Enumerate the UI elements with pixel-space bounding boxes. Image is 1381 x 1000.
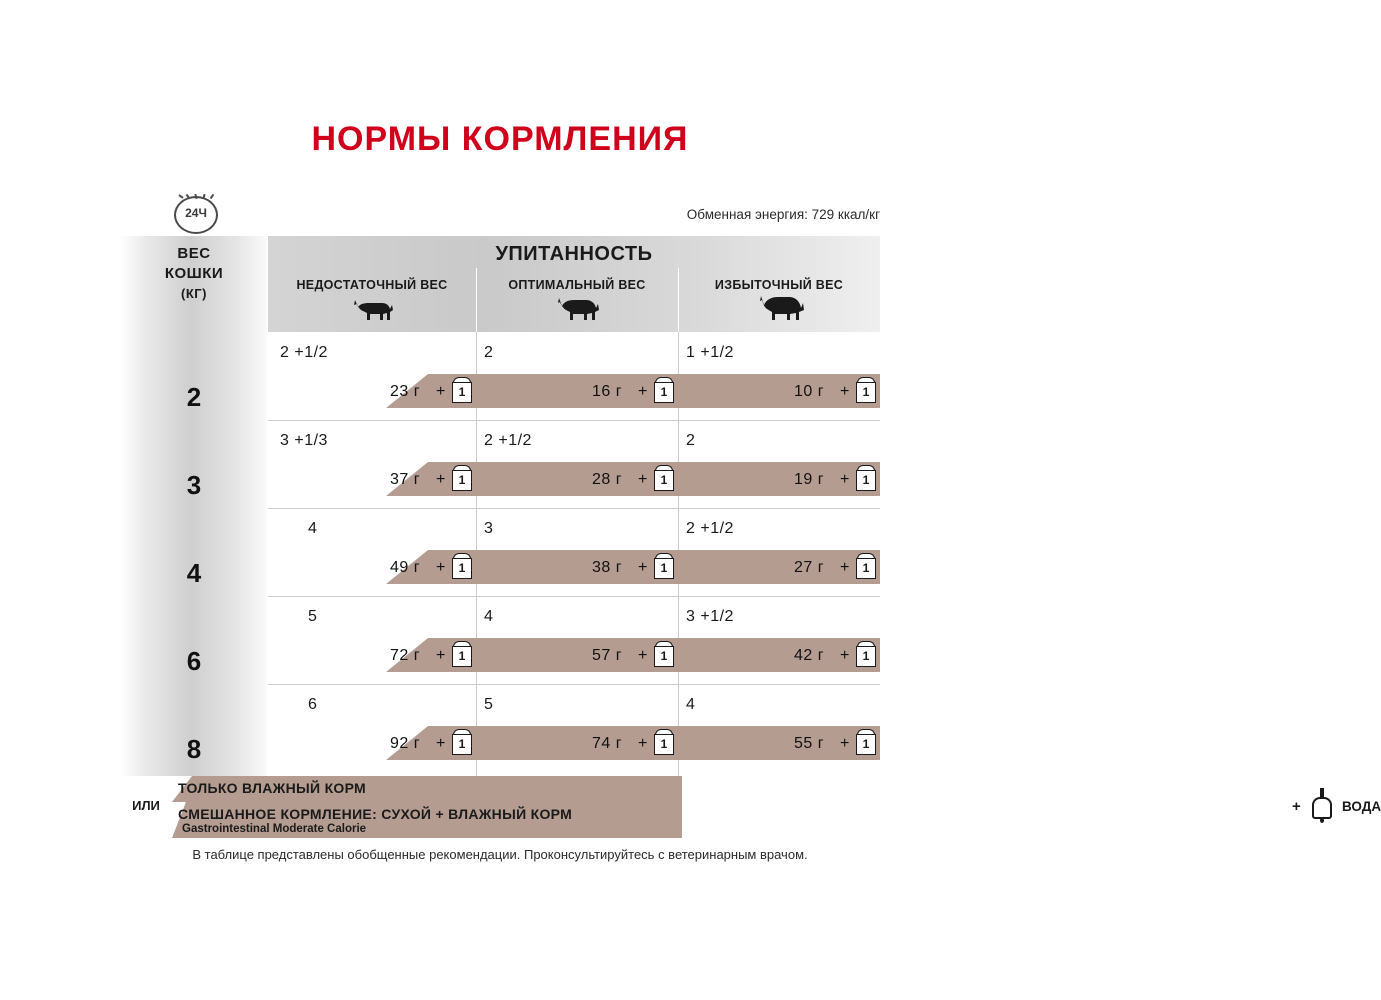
pouch-icon-r3c2: [856, 641, 876, 667]
water-plus: +: [1292, 798, 1301, 815]
wet-plus-r3c1: +: [638, 647, 648, 664]
weight-value-3: 6: [186, 646, 202, 676]
pouch-icon-r3c0: [452, 641, 472, 667]
pouch-count-r4c0: 1: [458, 737, 466, 751]
wet-plus-r3c0: +: [436, 647, 446, 664]
pouch-icon-r3c1: [654, 641, 674, 667]
wet-amount-r0c0: 23 г: [390, 383, 421, 400]
pouch-count-r2c0: 1: [458, 561, 466, 575]
pouch-icon-r0c1: [654, 377, 674, 403]
wet-plus-r1c2: +: [840, 471, 850, 488]
page-title: НОРМЫ КОРМЛЕНИЯ: [311, 120, 689, 158]
pouch-count-r3c2: 1: [862, 649, 870, 663]
badge-label: 24Ч: [185, 206, 207, 220]
pouch-icon-r1c2: [856, 465, 876, 491]
legend: [120, 776, 1381, 838]
metabolizable-energy-note: Обменная энергия: 729 ккал/кг: [686, 207, 880, 222]
wet-plus-r1c0: +: [436, 471, 446, 488]
footnote: В таблице представлены обобщенные рекомендации. Проконсультируйтесь с ветеринарным врачом.: [192, 847, 808, 862]
pouch-icon-r2c1: [654, 553, 674, 579]
dry-amount-r4c0: 6: [308, 696, 318, 713]
feeding-table: [120, 236, 880, 776]
row-divider-0: [268, 420, 880, 421]
header-divider-1: [476, 268, 477, 332]
wet-plus-r1c1: +: [638, 471, 648, 488]
dry-amount-r4c2: 4: [686, 696, 696, 713]
pouch-icon-r1c1: [654, 465, 674, 491]
column-header-underweight: НЕДОСТАТОЧНЫЙ ВЕС: [296, 278, 448, 292]
header-divider-2: [678, 268, 679, 332]
pouch-count-r1c2: 1: [862, 473, 870, 487]
dry-amount-r0c1: 2: [484, 344, 494, 361]
pouch-icon-r4c2: [856, 729, 876, 755]
legend-mixed-feeding: СМЕШАННОЕ КОРМЛЕНИЕ: СУХОЙ + ВЛАЖНЫЙ КОРМ: [178, 806, 573, 822]
dry-amount-r2c1: 3: [484, 520, 494, 537]
row-divider-2: [268, 596, 880, 597]
pouch-count-r0c2: 1: [862, 385, 870, 399]
weight-column-header: [120, 244, 268, 304]
wet-plus-r2c1: +: [638, 559, 648, 576]
dry-amount-r0c2: 1 +1/2: [686, 344, 734, 361]
wet-plus-r0c0: +: [436, 383, 446, 400]
weight-header-line1: ВЕС: [177, 245, 211, 262]
pouch-icon-r4c1: [654, 729, 674, 755]
table-body: [268, 332, 880, 776]
column-header-overweight: ИЗБЫТОЧНЫЙ ВЕС: [714, 278, 844, 292]
water-block: [682, 776, 1381, 838]
wet-amount-r1c1: 28 г: [592, 471, 623, 488]
weight-column: [120, 236, 268, 776]
pouch-count-r2c1: 1: [660, 561, 668, 575]
pouch-icon-r4c0: [452, 729, 472, 755]
pouch-count-r2c2: 1: [862, 561, 870, 575]
wet-amount-r1c0: 37 г: [390, 471, 421, 488]
weight-header-line2: КОШКИ: [164, 265, 224, 282]
pouch-count-r4c2: 1: [862, 737, 870, 751]
pouch-count-r0c1: 1: [660, 385, 668, 399]
pouch-count-r4c1: 1: [660, 737, 668, 751]
wet-amount-r4c1: 74 г: [592, 735, 623, 752]
wet-plus-r2c0: +: [436, 559, 446, 576]
wet-amount-r4c2: 55 г: [794, 735, 825, 752]
dry-amount-r3c0: 5: [308, 608, 318, 625]
wet-amount-r2c1: 38 г: [592, 559, 623, 576]
water-label: ВОДА: [1342, 799, 1381, 814]
row-divider-1: [268, 508, 880, 509]
weight-value-1: 3: [186, 470, 202, 500]
weight-value-0: 2: [186, 382, 202, 412]
thin-cat-icon: [352, 298, 394, 322]
wet-amount-r3c0: 72 г: [390, 647, 421, 664]
legend-wet-only: ТОЛЬКО ВЛАЖНЫЙ КОРМ: [178, 780, 367, 796]
wet-amount-r0c1: 16 г: [592, 383, 623, 400]
wet-amount-r2c2: 27 г: [794, 559, 825, 576]
dry-amount-r3c2: 3 +1/2: [686, 608, 734, 625]
dry-amount-r1c2: 2: [686, 432, 696, 449]
wet-plus-r4c1: +: [638, 735, 648, 752]
overweight-cat-icon: [758, 294, 804, 322]
legend-product-name: Gastrointestinal Moderate Calorie: [182, 823, 367, 835]
wet-plus-r3c2: +: [840, 647, 850, 664]
weight-header-line3: (КГ): [181, 286, 207, 301]
wet-amount-r1c2: 19 г: [794, 471, 825, 488]
dry-amount-r1c1: 2 +1/2: [484, 432, 532, 449]
row-divider-3: [268, 684, 880, 685]
pouch-icon-r2c0: [452, 553, 472, 579]
wet-plus-r4c0: +: [436, 735, 446, 752]
normal-cat-icon: [556, 296, 600, 322]
pouch-icon-r2c2: [856, 553, 876, 579]
dry-amount-r2c2: 2 +1/2: [686, 520, 734, 537]
legend-or: ИЛИ: [132, 798, 160, 813]
dry-amount-r4c1: 5: [484, 696, 494, 713]
wet-amount-r3c1: 57 г: [592, 647, 623, 664]
wet-amount-r2c0: 49 г: [390, 559, 421, 576]
pouch-icon-r0c2: [856, 377, 876, 403]
pouch-icon-r1c0: [452, 465, 472, 491]
table-header: [268, 236, 880, 332]
pouch-count-r3c0: 1: [458, 649, 466, 663]
water-bottle-icon: [1310, 788, 1334, 822]
wet-amount-r4c0: 92 г: [390, 735, 421, 752]
wet-amount-r3c2: 42 г: [794, 647, 825, 664]
dry-amount-r3c1: 4: [484, 608, 494, 625]
24-hour-icon: [168, 192, 224, 238]
wet-plus-r0c2: +: [840, 383, 850, 400]
pouch-icon-r0c0: [452, 377, 472, 403]
wet-amount-r0c2: 10 г: [794, 383, 825, 400]
wet-plus-r0c1: +: [638, 383, 648, 400]
pouch-count-r3c1: 1: [660, 649, 668, 663]
wet-plus-r4c2: +: [840, 735, 850, 752]
dry-amount-r2c0: 4: [308, 520, 318, 537]
dry-amount-r0c0: 2 +1/2: [280, 344, 328, 361]
condition-header: УПИТАННОСТЬ: [495, 243, 653, 265]
dry-amount-r1c0: 3 +1/3: [280, 432, 328, 449]
pouch-count-r1c1: 1: [660, 473, 668, 487]
weight-value-2: 4: [186, 558, 202, 588]
pouch-count-r0c0: 1: [458, 385, 466, 399]
wet-plus-r2c2: +: [840, 559, 850, 576]
weight-value-4: 8: [186, 734, 202, 764]
pouch-count-r1c0: 1: [458, 473, 466, 487]
column-header-optimal: ОПТИМАЛЬНЫЙ ВЕС: [508, 278, 646, 292]
